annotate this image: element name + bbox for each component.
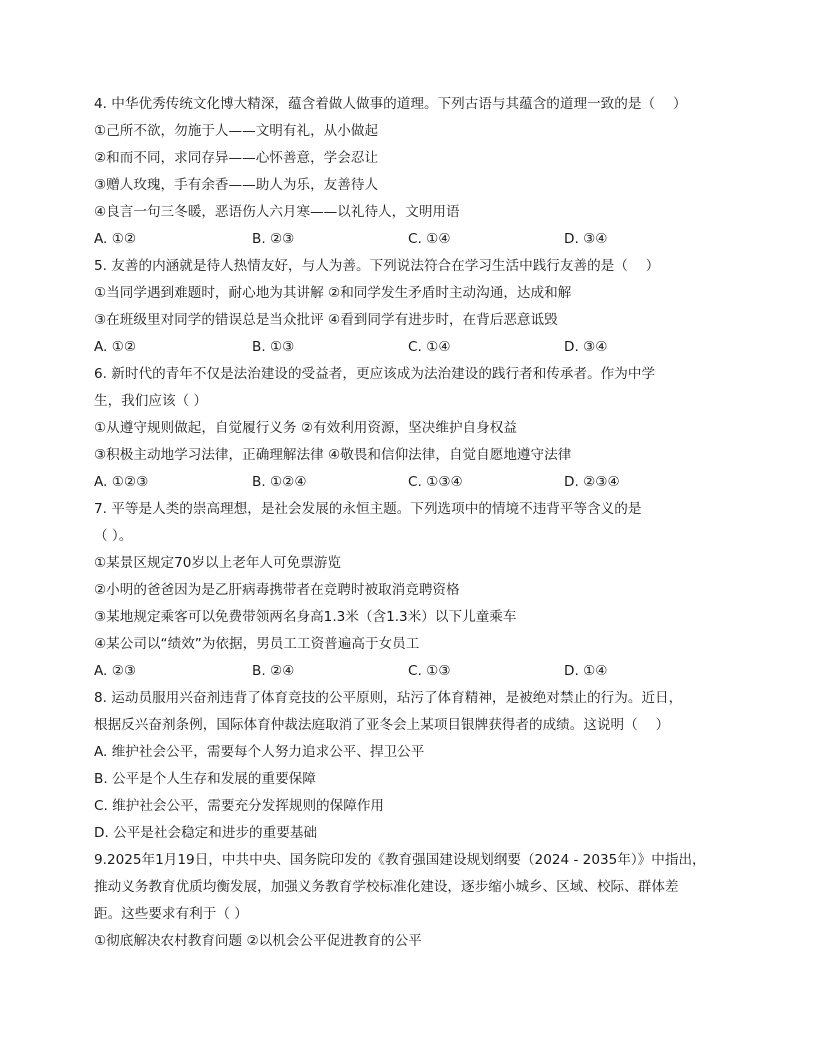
statement-item: ②和而不同，求同存异——心怀善意，学会忍让 — [94, 150, 379, 166]
statement-item: B. 公平是个人生存和发展的重要保障 — [94, 771, 316, 787]
statement-item: ①从遵守规则做起，自觉履行义务 ②有效利用资源，坚决维护自身权益 — [94, 420, 517, 436]
question-stem: 生，我们应该（ ） — [94, 393, 208, 409]
question-stem: 推动义务教育优质均衡发展，加强义务教育学校标准化建设，逐步缩小城乡、区域、校际、群体差 — [94, 879, 679, 895]
answer-option: B. ①③ — [252, 339, 295, 355]
answer-option: B. ②③ — [252, 231, 295, 247]
question-stem: 4. 中华优秀传统文化博大精深，蕴含着做人做事的道理。下列古语与其蕴含的道理一致的是（ ） — [94, 96, 687, 112]
statement-item: ①某景区规定70岁以上老年人可免票游览 — [94, 555, 341, 571]
answer-option: B. ②④ — [252, 663, 295, 679]
answer-option: D. ③④ — [564, 231, 608, 247]
question-stem: 7. 平等是人类的崇高理想，是社会发展的永恒主题。下列选项中的情境不违背平等含义的是 — [94, 501, 642, 517]
question-stem: 根据反兴奋剂条例，国际体育仲裁法庭取消了亚冬会上某项目银牌获得者的成绩。这说明（ ） — [94, 717, 670, 733]
answer-option: A. ①② — [94, 231, 137, 247]
statement-item: ③某地规定乘客可以免费带领两名身高1.3米（含1.3米）以下儿童乘车 — [94, 609, 517, 625]
question-block — [94, 847, 714, 955]
statement-item: C. 维护社会公平，需要充分发挥规则的保障作用 — [94, 798, 385, 814]
answer-options — [94, 469, 714, 496]
answer-option: C. ①④ — [408, 339, 451, 355]
answer-options — [94, 226, 714, 253]
answer-option: A. ②③ — [94, 663, 137, 679]
question-block — [94, 253, 714, 361]
statement-item: ①当同学遇到难题时，耐心地为其讲解 ②和同学发生矛盾时主动沟通，达成和解 — [94, 285, 572, 301]
question-block — [94, 361, 714, 496]
answer-option: D. ①④ — [564, 663, 608, 679]
question-stem: 距。这些要求有利于（ ） — [94, 906, 248, 922]
statement-item: ④某公司以“绩效”为依据，男员工工资普遍高于女员工 — [94, 636, 420, 652]
statement-item: ①彻底解决农村教育问题 ②以机会公平促进教育的公平 — [94, 933, 422, 949]
question-block — [94, 91, 714, 253]
statement-item: ③赠人玫瑰，手有余香——助人为乐，友善待人 — [94, 177, 379, 193]
question-stem: 9.2025年1月19日，中共中央、国务院印发的《教育强国建设规划纲要（2024 - 2035年）》中指出， — [94, 852, 706, 868]
statement-item: ③在班级里对同学的错误总是当众批评 ④看到同学有进步时，在背后恶意诋毁 — [94, 312, 558, 328]
answer-option: A. ①② — [94, 339, 137, 355]
question-stem: 6. 新时代的青年不仅是法治建设的受益者，更应该成为法治建设的践行者和传承者。作为中学 — [94, 366, 656, 382]
question-list — [94, 91, 714, 955]
answer-options — [94, 658, 714, 685]
answer-option: C. ①③④ — [408, 474, 463, 490]
answer-option: D. ③④ — [564, 339, 608, 355]
answer-option: D. ②③④ — [564, 474, 620, 490]
question-stem: 8. 运动员服用兴奋剂违背了体育竞技的公平原则，玷污了体育精神，是被绝对禁止的行为。近日， — [94, 690, 683, 706]
question-stem: （ ）。 — [94, 528, 133, 544]
answer-option: C. ①③ — [408, 663, 451, 679]
answer-option: C. ①④ — [408, 231, 451, 247]
statement-item: ②小明的爸爸因为是乙肝病毒携带者在竞聘时被取消竞聘资格 — [94, 582, 460, 598]
question-block — [94, 685, 714, 847]
question-block — [94, 496, 714, 685]
question-stem: 5. 友善的内涵就是待人热情友好，与人为善。下列说法符合在学习生活中践行友善的是（ ） — [94, 258, 660, 274]
statement-item: A. 维护社会公平，需要每个人努力追求公平、捍卫公平 — [94, 744, 425, 760]
answer-option: B. ①②④ — [252, 474, 307, 490]
statement-item: D. 公平是社会稳定和进步的重要基础 — [94, 825, 318, 841]
statement-item: ③积极主动地学习法律，正确理解法律 ④敬畏和信仰法律，自觉自愿地遵守法律 — [94, 447, 572, 463]
answer-options — [94, 334, 714, 361]
statement-item: ④良言一句三冬暖，恶语伤人六月寒——以礼待人，文明用语 — [94, 204, 460, 220]
statement-item: ①己所不欲，勿施于人——文明有礼，从小做起 — [94, 123, 379, 139]
answer-option: A. ①②③ — [94, 474, 149, 490]
